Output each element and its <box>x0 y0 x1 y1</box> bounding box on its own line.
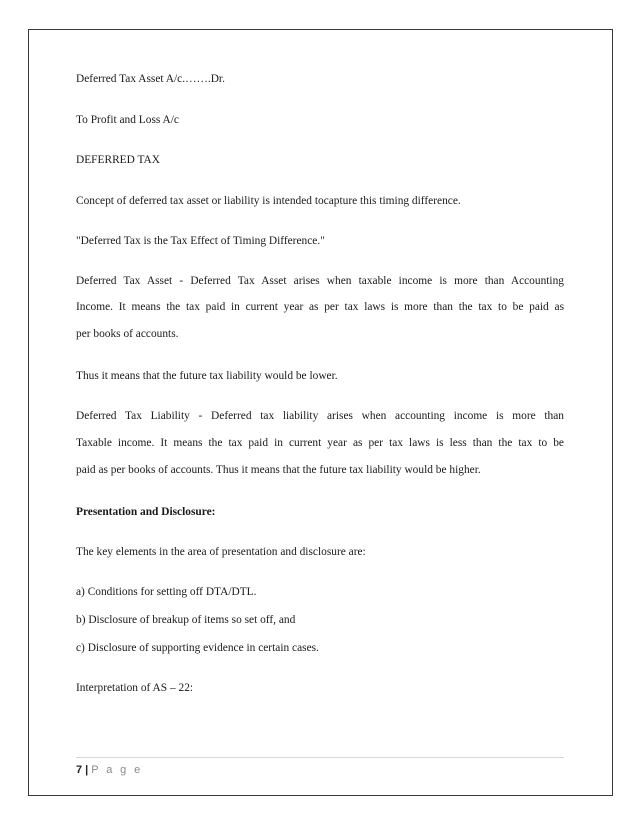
section-heading-presentation: Presentation and Disclosure: <box>76 506 216 518</box>
paragraph-dta-line-2: Income. It means the tax paid in current year as per tax laws is more than the tax to be paid as <box>76 301 564 313</box>
paragraph-concept: Concept of deferred tax asset or liability is intended tocapture this timing difference. <box>76 195 461 207</box>
journal-entry-credit: To Profit and Loss A/c <box>76 114 179 126</box>
list-item-c: c) Disclosure of supporting evidence in certain cases. <box>76 642 319 654</box>
page-label: P a g e <box>91 764 143 776</box>
section-heading-interpretation: Interpretation of AS – 22: <box>76 682 194 694</box>
footer-separator: | <box>85 764 89 776</box>
paragraph-dta-line-1: Deferred Tax Asset - Deferred Tax Asset arises when taxable income is more than Accounting <box>76 275 564 287</box>
section-heading-deferred-tax: DEFERRED TAX <box>76 154 160 166</box>
page-footer <box>76 763 143 777</box>
paragraph-dta-line-3: per books of accounts. <box>76 328 179 340</box>
paragraph-definition-quote: "Deferred Tax is the Tax Effect of Timing Difference." <box>76 235 325 247</box>
paragraph-dtl-line-1: Deferred Tax Liability - Deferred tax liability arises when accounting income is more than <box>76 410 564 422</box>
journal-entry-debit: Deferred Tax Asset A/c.…….Dr. <box>76 73 225 85</box>
paragraph-dtl-line-2: Taxable income. It means the tax paid in current year as per tax laws is less than the tax to be <box>76 437 564 449</box>
paragraph-key-elements: The key elements in the area of presentation and disclosure are: <box>76 546 366 558</box>
paragraph-dtl-line-3: paid as per books of accounts. Thus it means that the future tax liability would be higher. <box>76 464 481 476</box>
paragraph-future-lower: Thus it means that the future tax liability would be lower. <box>76 370 338 382</box>
footer-divider <box>76 757 564 758</box>
page-number: 7 <box>76 764 83 776</box>
list-item-b: b) Disclosure of breakup of items so set off, and <box>76 614 296 626</box>
list-item-a: a) Conditions for setting off DTA/DTL. <box>76 586 257 598</box>
